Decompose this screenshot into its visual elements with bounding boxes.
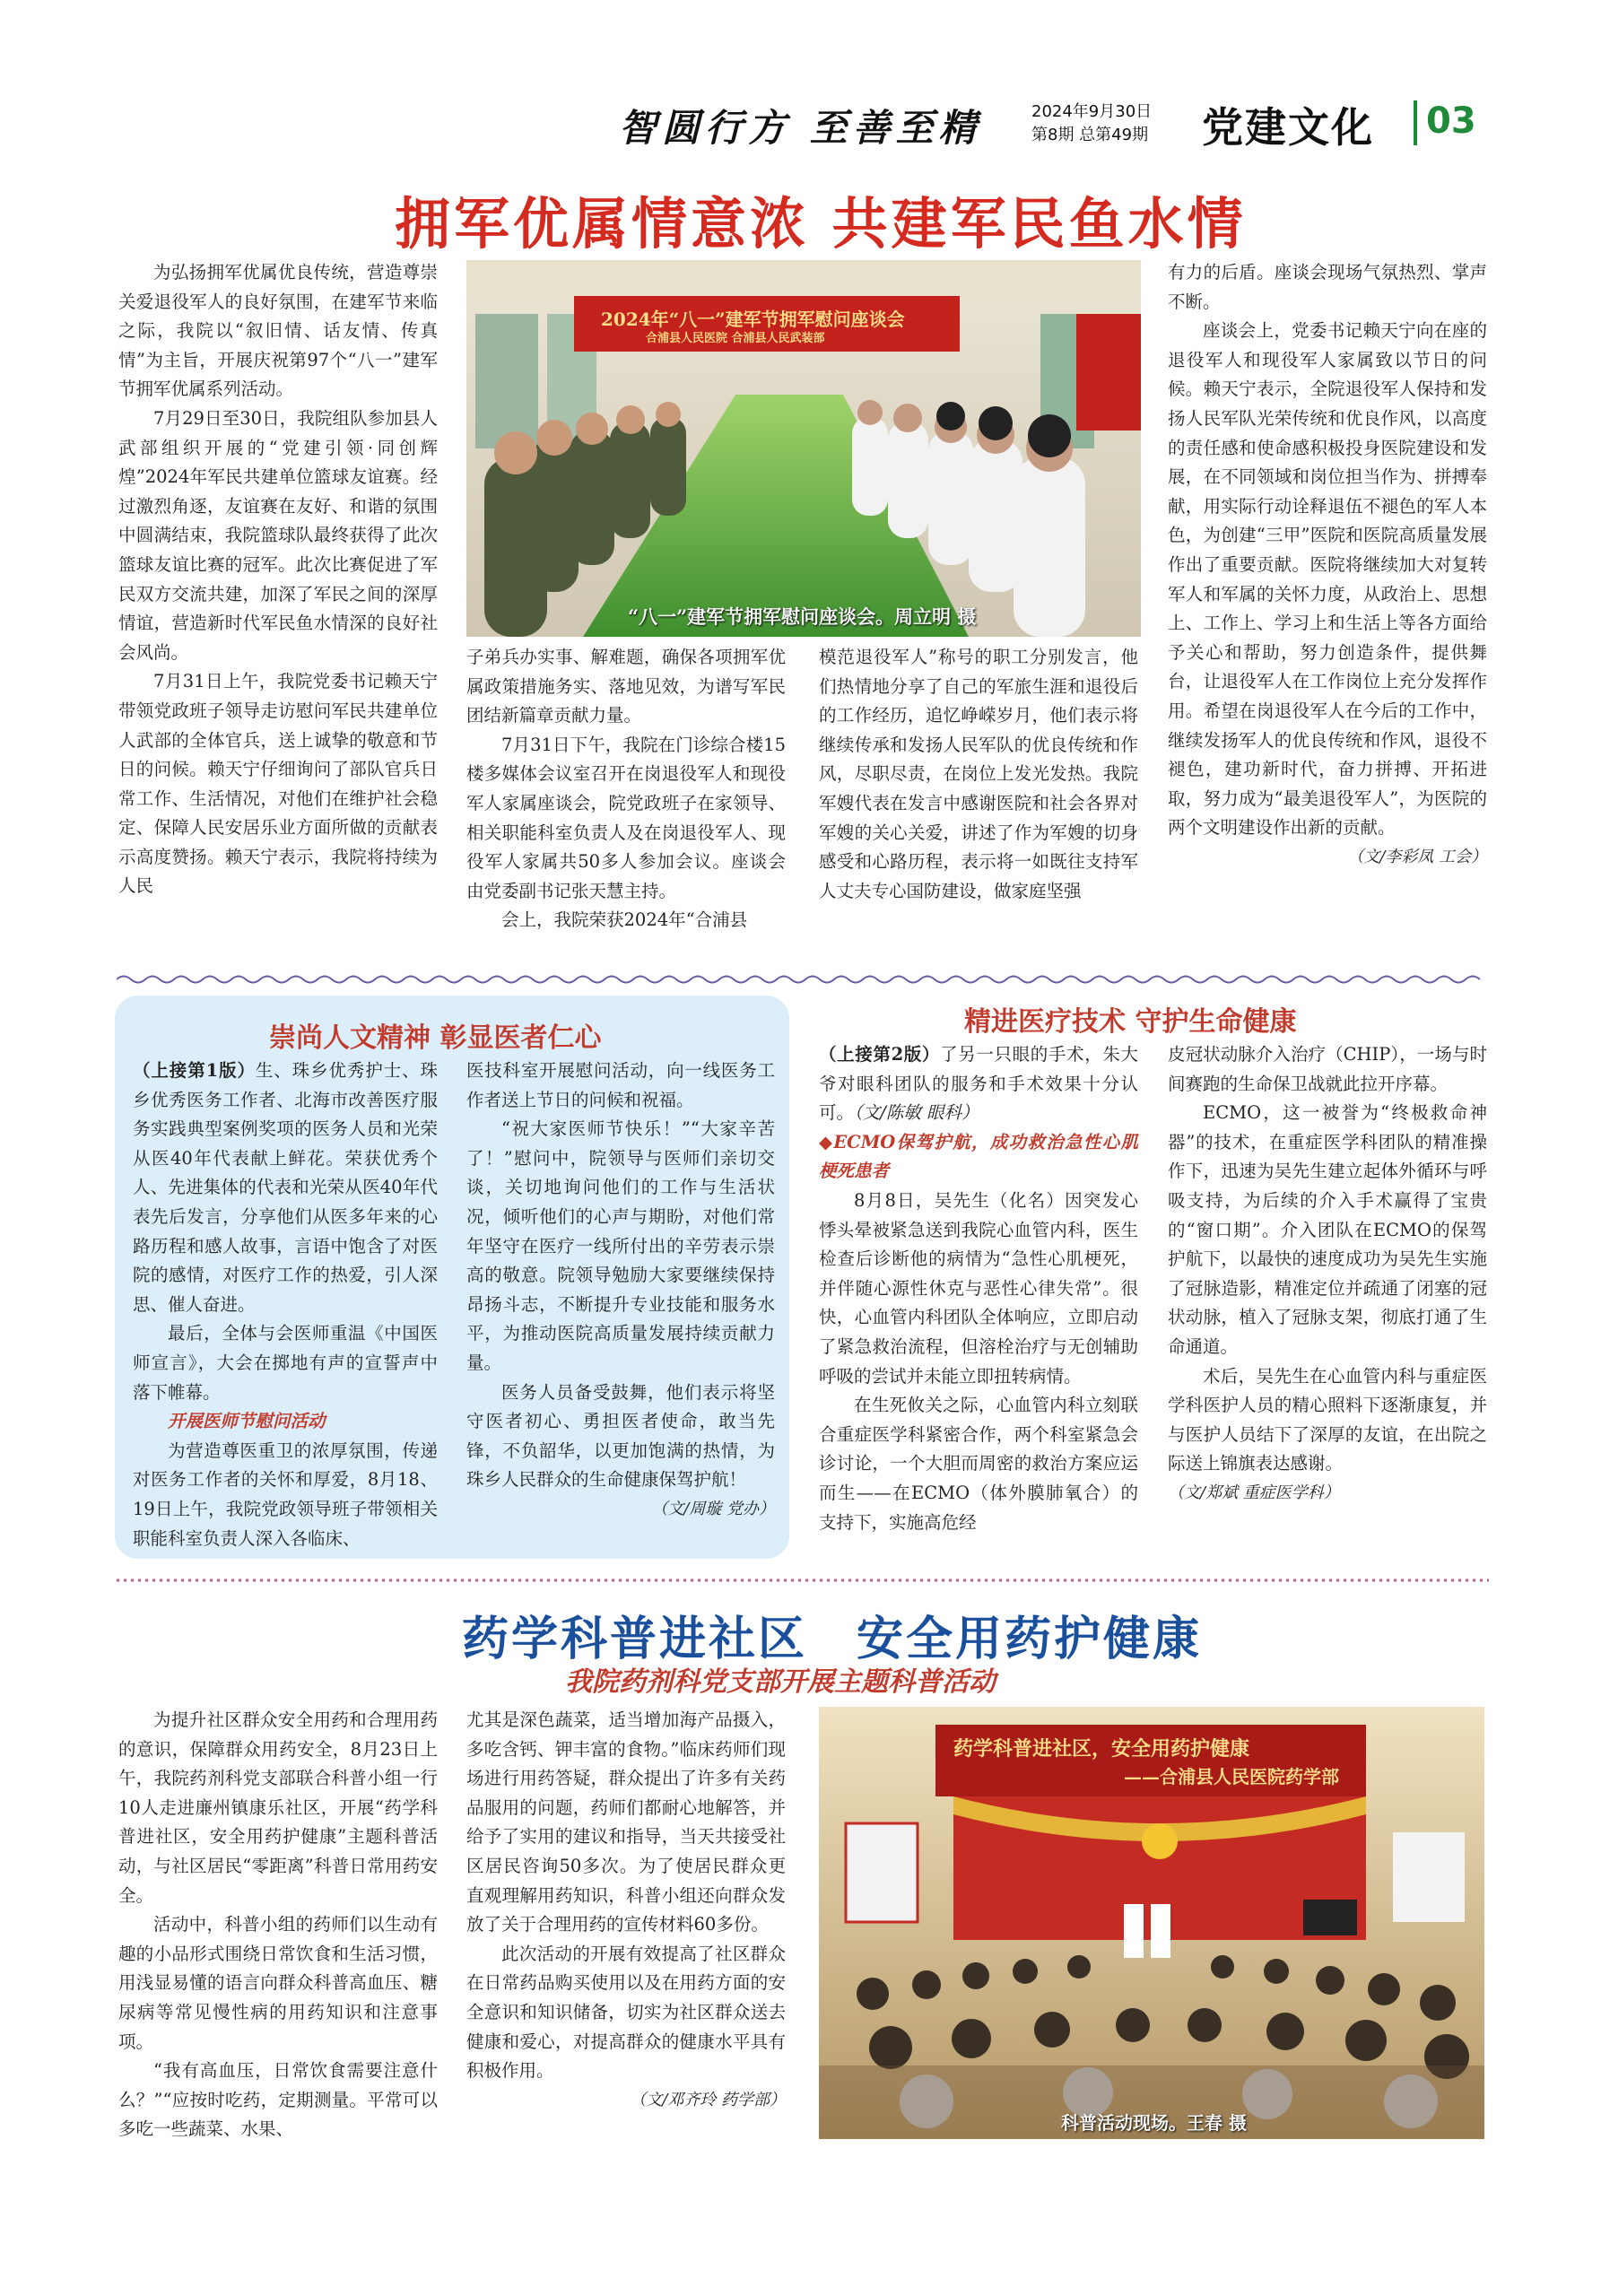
article1-column-2 bbox=[466, 643, 786, 935]
paragraph: 尤其是深色蔬菜，适当增加海产品摄入，多吃含钙、钾丰富的食物。”临床药师们现场进行用药答疑，群众提出了许多有关药品服用的问题，药师们都耐心地解答，并给予了实用的建议和指导，当天共接受社区居民咨询50多次。为了使居民群众更直观理解用药知识，科普小组还向群众发放了关于合理用药的宣传材料60多份。 bbox=[466, 1709, 786, 1935]
article3-lead-text: 了另一只眼的手术，朱大爷对眼科团队的服务和手术效果十分认可。 bbox=[819, 1044, 1138, 1124]
dotted-divider bbox=[117, 1574, 1489, 1587]
header-date: 2024年9月30日 bbox=[1031, 102, 1153, 121]
paragraph: 子弟兵办实事、解难题，确保各项拥军优属政策措施务实、落地见效，为谱写军民团结新篇章贡献力量。 bbox=[466, 647, 786, 726]
article2-lead-text: 生、珠乡优秀护士、珠乡优秀医务工作者、北海市改善医疗服务实践典型案例奖项的医务人员和光荣从医40年代表献上鲜花。荣获优秀个人、先进集体的代表和光荣从医40年代表先后发言，分享他们从医多年来的心路历程和感人故事，言语中饱含了对医院的感情，对医疗工作的热爱，引人深思、催人奋进。 bbox=[133, 1060, 438, 1315]
article1-photo bbox=[466, 260, 1141, 637]
article1-photo-banner-sub: 合浦县人民医院 合浦县人民武装部 bbox=[646, 332, 825, 345]
article3-signature: （文/郑斌 重症医学科） bbox=[1168, 1483, 1340, 1502]
article2-headline: 崇尚人文精神 彰显医者仁心 bbox=[269, 1022, 602, 1054]
paragraph: 为营造尊医重卫的浓厚氛围，传递对医务工作者的关怀和厚爱，8月18、19日上午，我院党政领导班子带领相关职能科室负责人深入各临床、 bbox=[133, 1439, 438, 1549]
paragraph: 为弘扬拥军优属优良传统，营造尊崇关爱退役军人的良好氛围，在建军节来临之际，我院以“叙旧情、话友情、传真情”为主旨，开展庆祝第97个“八一”建军节拥军优属系列活动。 bbox=[118, 262, 438, 400]
paragraph: 7月29日至30日，我院组队参加县人武部组织开展的“党建引领·同创辉煌”2024年军民共建单位篮球友谊赛。经过激烈角逐，友谊赛在友好、和谐的氛围中圆满结束，我院篮球队最终获得了此次篮球友谊比赛的冠军。此次比赛促进了军民双方交流共建，加深了军民之间的深厚情谊，营造新时代军民鱼水情深的良好社会风尚。 bbox=[118, 407, 438, 663]
article2-subhead: 开展医师节慰问活动 bbox=[168, 1411, 326, 1432]
paragraph bbox=[819, 1040, 1138, 1128]
paragraph: 模范退役军人”称号的职工分别发言，他们热情地分享了自己的军旅生涯和退役后的工作经历，追忆峥嵘岁月，他们表示将继续传承和发扬人民军队的优良传统和作风，尽职尽责，在岗位上发光发热。我院军嫂代表在发言中感谢医院和社会各界对军嫂的关心关爱，讲述了作为军嫂的切身感受和心路历程，表示将一如既往支持军人丈夫专心国防建设，做家庭坚强 bbox=[819, 647, 1138, 901]
paragraph: 会上，我院荣获2024年“合浦县 bbox=[501, 909, 748, 931]
article3-column-2 bbox=[1168, 1040, 1487, 1509]
article3-headline: 精进医疗技术 守护生命健康 bbox=[964, 1006, 1297, 1038]
paragraph: 医务人员备受鼓舞，他们表示将坚守医者初心、勇担医者使命，敢当先锋，不负韶华，以更加饱满的热情，为珠乡人民群众的生命健康保驾护航！ bbox=[466, 1381, 775, 1491]
header-section-name: 党建文化 bbox=[1202, 103, 1374, 152]
paragraph: 活动中，科普小组的药师们以生动有趣的小品形式围绕日常饮食和生活习惯，用浅显易懂的语言向群众科普高血压、糖尿病等常见慢性病的用药知识和注意事项。 bbox=[118, 1914, 438, 2052]
paragraph: 最后，全体与会医师重温《中国医师宣言》，大会在掷地有声的宣誓声中落下帷幕。 bbox=[133, 1323, 438, 1403]
article2-column-1 bbox=[133, 1057, 438, 1553]
paragraph: 为提升社区群众安全用药和合理用药的意识，保障群众用药安全，8月23日上午，我院药剂科党支部联合科普小组一行10人走进廉州镇康乐社区，开展“药学科普进社区，安全用药护健康”主题科普活动，与社区居民“零距离”科普日常用药安全。 bbox=[118, 1709, 438, 1906]
article1-column-3 bbox=[819, 643, 1138, 906]
article4-column-1 bbox=[118, 1706, 438, 2144]
paragraph: 在生死攸关之际，心血管内科立刻联合重症医学科紧密合作，两个科室紧急会诊讨论，一个大胆而周密的救治方案应运而生——在ECMO（体外膜肺氧合）的支持下，实施高危经 bbox=[819, 1395, 1138, 1533]
header-issue: 第8期 总第49期 bbox=[1031, 126, 1149, 144]
paragraph: 皮冠状动脉介入治疗（CHIP），一场与时间赛跑的生命保卫战就此拉开序幕。 bbox=[1168, 1044, 1487, 1094]
article3-signature-1: （文/陈敏 眼科） bbox=[854, 1102, 979, 1124]
article1-headline: 拥军优属情意浓 共建军民鱼水情 bbox=[395, 191, 1247, 257]
article1-photo-banner: 2024年“八一”建军节拥军慰问座谈会 bbox=[601, 309, 905, 330]
article4-photo bbox=[819, 1707, 1484, 2139]
paragraph: 医技科室开展慰问活动，向一线医务工作者送上节日的问候和祝福。 bbox=[466, 1060, 775, 1110]
article4-photo-caption: 科普活动现场。王春 摄 bbox=[1061, 2112, 1247, 2134]
article1-column-4 bbox=[1168, 258, 1487, 872]
header-divider-bar bbox=[1414, 100, 1417, 145]
article4-photo-banner-1: 药学科普进社区，安全用药护健康 bbox=[953, 1737, 1250, 1761]
article4-photo-banner-2: ——合浦县人民医院药学部 bbox=[1124, 1766, 1339, 1787]
paragraph: 座谈会上，党委书记赖天宁向在座的退役军人和现役军人家属致以节日的问候。赖天宁表示，全院退役军人保持和发扬人民军队光荣传统和优良作风，以高度的责任感和使命感积极投身医院建设和发展，在不同领域和岗位担当作为、拼搏奉献，用实际行动诠释退伍不褪色的军人本色，为创建“三甲”医院和医院高质量发展作出了重要贡献。医院将继续加大对复转军人和军属的关怀力度，从政治上、思想上、工作上、学习上和生活上等各方面给予关心和帮助，努力创造条件，提供舞台，让退役军人在工作岗位上充分发挥作用。希望在岗退役军人在今后的工作中，继续发扬军人的优良传统和作风，退役不褪色，建功新时代，奋力拼搏、开拓进取，努力成为“最美退役军人”，为医院的两个文明建设作出新的贡献。 bbox=[1168, 320, 1487, 839]
paragraph bbox=[133, 1057, 438, 1319]
article2-signature: （文/周璇 党办） bbox=[651, 1499, 775, 1518]
article1-photo-caption: “八一”建军节拥军慰问座谈会。周立明 摄 bbox=[628, 605, 977, 628]
paragraph: 术后，吴先生在心血管内科与重症医学科医护人员的精心照料下逐渐康复，并与医护人员结下了深厚的友谊，在出院之际送上锦旗表达感谢。 bbox=[1168, 1365, 1487, 1474]
paragraph: 8月8日，吴先生（化名）因突发心悸头晕被紧急送到我院心血管内科，医生检查后诊断他的病情为“急性心肌梗死，并伴随心源性休克与恶性心律失常”。很快，心血管内科团队全体响应，立即启动了紧急救治流程，但溶栓治疗与无创辅助呼吸的尝试并未能立即扭转病情。 bbox=[819, 1189, 1138, 1387]
article3-subhead: ◆ECMO保驾护航，成功救治急性心肌梗死患者 bbox=[819, 1131, 1138, 1182]
paragraph: “祝大家医师节快乐！”“大家辛苦了！”慰问中，院领导与医师们亲切交谈，关切地询问他们的工作与生活状况，倾听他们的心声与期盼，对他们常年坚守在医疗一线所付出的辛劳表示崇高的敬意。院领导勉励大家要继续保持昂扬斗志，不断提升专业技能和服务水平，为推动医院高质量发展持续贡献力量。 bbox=[466, 1118, 775, 1373]
article4-headline: 药学科普进社区 安全用药护健康 bbox=[462, 1612, 1203, 1666]
article4-column-2 bbox=[466, 1706, 786, 2115]
paragraph: 7月31日上午，我院党委书记赖天宁带领党政班子领导走访慰问军民共建单位人武部的全体官兵，送上诚挚的敬意和节日的问候。赖天宁仔细询问了部队官兵日常工作、生活情况，对他们在维护社会稳定、保障人民安居乐业方面所做的贡献表示高度赞扬。赖天宁表示，我院将持续为人民 bbox=[118, 671, 438, 897]
paragraph: 有力的后盾。座谈会现场气氛热烈、掌声不断。 bbox=[1168, 262, 1487, 312]
article1-column-1 bbox=[118, 258, 438, 901]
paragraph: “我有高血压，日常饮食需要注意什么？”“应按时吃药，定期测量。平常可以多吃一些蔬菜、水果、 bbox=[118, 2060, 438, 2140]
wave-divider bbox=[117, 973, 1489, 986]
article2-column-2 bbox=[466, 1057, 775, 1525]
paragraph: 7月31日下午，我院在门诊综合楼15楼多媒体会议室召开在岗退役军人和现役军人家属座谈会，院党政班子在家领导、相关职能科室负责人及在岗退役军人、现役军人家属共50多人参加会议。座谈会由党委副书记张天慧主持。 bbox=[466, 734, 786, 901]
paragraph: ECMO，这一被誉为“终极救命神器”的技术，在重症医学科团队的精准操作下，迅速为吴先生建立起体外循环与呼吸支持，为后续的介入手术赢得了宝贵的“窗口期”。介入团队在ECMO的保驾护航下，以最快的速度成功为吴先生实施了冠脉造影，精准定位并疏通了闭塞的冠状动脉，植入了冠脉支架，彻底打通了生命通道。 bbox=[1168, 1102, 1487, 1357]
article2-lead: （上接第1版） bbox=[133, 1060, 256, 1081]
article3-column-1 bbox=[819, 1040, 1138, 1537]
header-page-number: 03 bbox=[1426, 100, 1476, 142]
header-motto: 智圆行方 至善至精 bbox=[619, 106, 982, 150]
paragraph: 此次活动的开展有效提高了社区群众在日常药品购买使用以及在用药方面的安全意识和知识储备，切实为社区群众送去健康和爱心，对提高群众的健康水平具有积极作用。 bbox=[466, 1943, 786, 2082]
article4-signature: （文/邓齐玲 药学部） bbox=[630, 2090, 786, 2109]
article3-lead: （上接第2版） bbox=[819, 1044, 941, 1065]
article4-subtitle: 我院药剂科党支部开展主题科普活动 bbox=[565, 1666, 996, 1698]
article1-signature: （文/李彩凤 工会） bbox=[1347, 847, 1487, 866]
header-date-block bbox=[1031, 100, 1152, 147]
